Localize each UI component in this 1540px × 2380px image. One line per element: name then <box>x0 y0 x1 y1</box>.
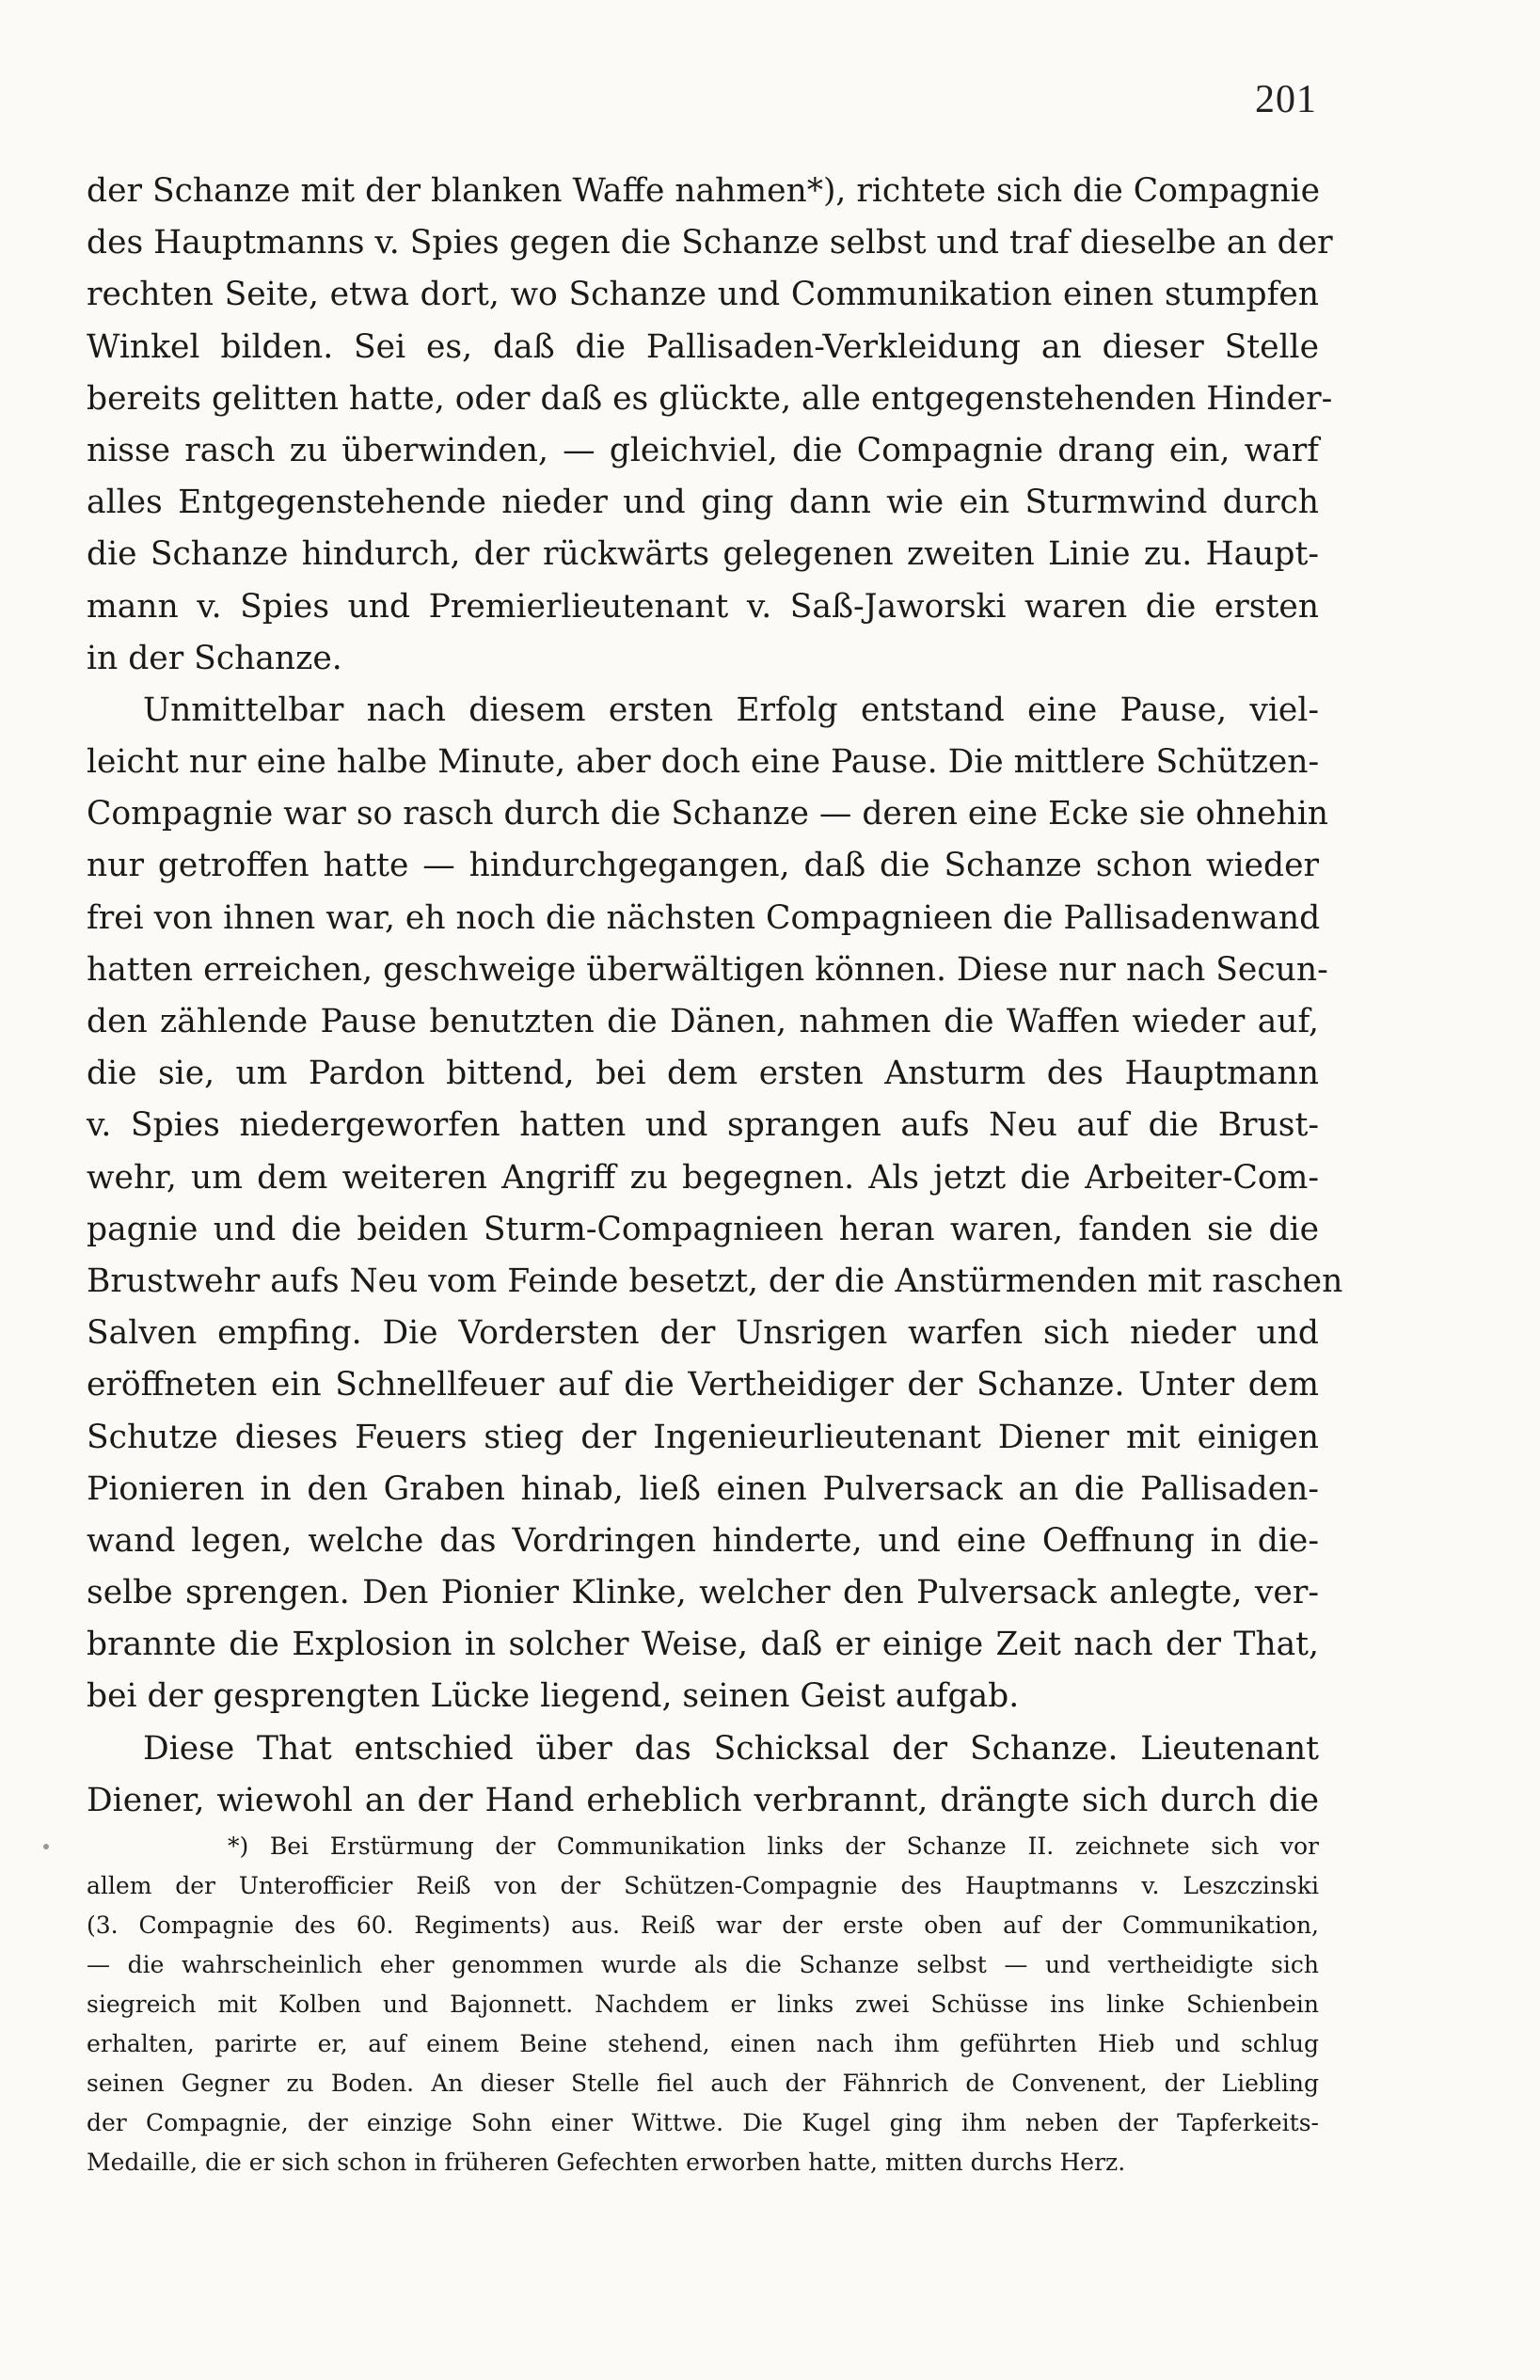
text-line: Salven empfing. Die Vordersten der Unsrigen warfen sich nieder und <box>87 1314 1319 1353</box>
text-line: v. Spies niedergeworfen hatten und sprangen aufs Neu auf die Brust- <box>87 1106 1319 1145</box>
text-line: hatten erreichen, geschweige überwältigen können. Diese nur nach Secun- <box>87 950 1328 989</box>
text-line: bereits gelitten hatte, oder daß es glückte, alle entgegenstehenden Hinder- <box>87 379 1333 418</box>
footnote-line: — die wahrscheinlich eher genommen wurde als die Schanze selbst — und vertheidigte sich <box>87 1951 1319 1978</box>
text-line: in der Schanze. <box>87 639 342 677</box>
text-line: die Schanze hindurch, der rückwärts gelegenen zweiten Linie zu. Haupt- <box>87 535 1319 574</box>
paragraph-start-line: Diese That entschied über das Schicksal der Schanze. Lieutenant <box>143 1729 1319 1768</box>
footnote-line: Medaille, die er sich schon in früheren Gefechten erworben hatte, mitten durchs Herz. <box>87 2149 1126 2176</box>
text-line: nur getroffen hatte — hindurchgegangen, daß die Schanze schon wieder <box>87 847 1319 885</box>
text-line: Winkel bilden. Sei es, daß die Pallisaden-Verkleidung an dieser Stelle <box>87 327 1319 366</box>
footnote <box>87 1827 1319 2182</box>
footnote-line: erhalten, parirte er, auf einem Beine stehend, einen nach ihm geführten Hieb und schlug <box>87 2030 1319 2057</box>
text-line: nisse rasch zu überwinden, — gleichviel, die Compagnie drang ein, warf <box>87 431 1319 469</box>
text-line: leicht nur eine halbe Minute, aber doch eine Pause. Die mittlere Schützen- <box>87 743 1320 782</box>
footnote-line: *) Bei Erstürmung der Communikation links der Schanze II. zeichnete sich vor <box>228 1833 1319 1860</box>
text-line: Diener, wiewohl an der Hand erheblich verbrannt, drängte sich durch die <box>87 1781 1319 1819</box>
text-line: bei der gesprengten Lücke liegend, seinen Geist aufgab. <box>87 1677 1020 1716</box>
footnote-line: seinen Gegner zu Boden. An dieser Stelle fiel auch der Fähnrich de Convenent, der Liebling <box>87 2070 1319 2097</box>
text-line: brannte die Explosion in solcher Weise, daß er einige Zeit nach der That, <box>87 1626 1319 1664</box>
text-line: Pionieren in den Graben hinab, ließ einen Pulversack an die Pallisaden- <box>87 1469 1319 1508</box>
text-line: der Schanze mit der blanken Waffe nahmen*), richtete sich die Compagnie <box>87 172 1320 210</box>
text-line: des Hauptmanns v. Spies gegen die Schanze selbst und traf dieselbe an der <box>87 224 1333 262</box>
body-text <box>87 166 1343 1827</box>
text-line: Compagnie war so rasch durch die Schanze — deren eine Ecke sie ohnehin <box>87 795 1328 833</box>
text-line: mann v. Spies und Premierlieutenant v. Saß-Jaworski waren die ersten <box>87 587 1319 626</box>
text-line: rechten Seite, etwa dort, wo Schanze und Communikation einen stumpfen <box>87 276 1319 314</box>
text-line: alles Entgegenstehende nieder und ging dann wie ein Sturmwind durch <box>87 484 1319 522</box>
footnote-line: allem der Unterofficier Reiß von der Schützen-Compagnie des Hauptmanns v. Leszczinski <box>87 1872 1319 1899</box>
paragraph-start-line: Unmittelbar nach diesem ersten Erfolg entstand eine Pause, viel- <box>143 690 1319 729</box>
footnote-line: der Compagnie, der einzige Sohn einer Wittwe. Die Kugel ging ihm neben der Tapferkeits- <box>87 2109 1319 2136</box>
page-number: 201 <box>1255 78 1317 121</box>
text-line: selbe sprengen. Den Pionier Klinke, welcher den Pulversack anlegte, ver- <box>87 1574 1319 1612</box>
ink-speck <box>43 1844 49 1849</box>
text-line: Schutze dieses Feuers stieg der Ingenieurlieutenant Diener mit einigen <box>87 1418 1319 1456</box>
footnote-line: siegreich mit Kolben und Bajonnett. Nachdem er links zwei Schüsse ins linke Schienbein <box>87 1991 1319 2018</box>
text-line: frei von ihnen war, eh noch die nächsten Compagnieen die Pallisadenwand <box>87 898 1321 937</box>
text-line: eröffneten ein Schnellfeuer auf die Vertheidiger der Schanze. Unter dem <box>87 1366 1319 1404</box>
text-line: wehr, um dem weiteren Angriff zu begegnen. Als jetzt die Arbeiter-Com- <box>87 1158 1319 1197</box>
text-line: Brustwehr aufs Neu vom Feinde besetzt, der die Anstürmenden mit raschen <box>87 1261 1343 1300</box>
text-line: pagnie und die beiden Sturm-Compagnieen heran waren, fanden sie die <box>87 1210 1319 1248</box>
text-line: wand legen, welche das Vordringen hinderte, und eine Oeffnung in die- <box>87 1521 1319 1560</box>
footnote-line: (3. Compagnie des 60. Regiments) aus. Reiß war der erste oben auf der Communikation, <box>87 1912 1319 1939</box>
text-line: den zählende Pause benutzten die Dänen, nahmen die Waffen wieder auf, <box>87 1003 1319 1040</box>
text-line: die sie, um Pardon bittend, bei dem ersten Ansturm des Hauptmann <box>87 1055 1319 1093</box>
